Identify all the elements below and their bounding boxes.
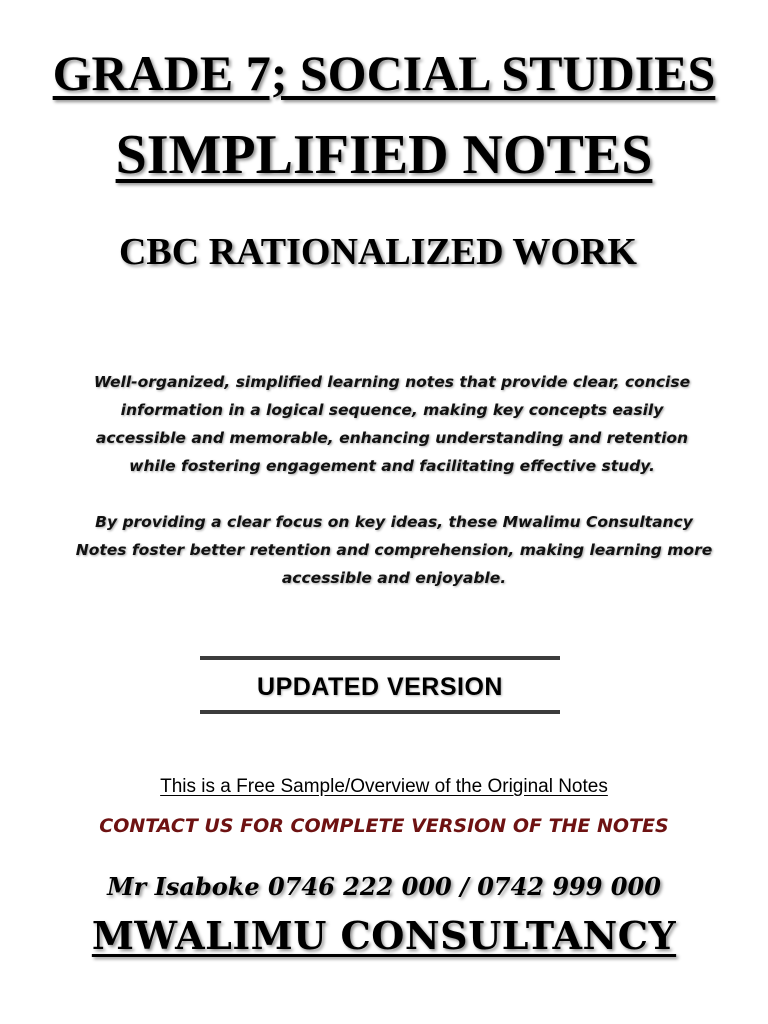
notes-title-text: SIMPLIFIED NOTES <box>115 124 653 186</box>
notes-title <box>0 122 768 188</box>
description-paragraph-2: By providing a clear focus on key ideas, these Mwalimu Consultancy Notes foster better retention and comprehension, making learning more accessible and enjoyable. <box>75 513 713 587</box>
updated-version-label: UPDATED VERSION <box>257 673 503 701</box>
updated-version-banner <box>200 656 560 714</box>
subtitle: CBC RATIONALIZED WORK <box>118 231 637 273</box>
sample-notice <box>0 775 768 799</box>
description-paragraph-1: Well-organized, simplified learning notes that provide clear, concise information in a logical sequence, making key concepts easily accessible and memorable, enhancing understanding and retention while fostering engagement and facilitating effective study. <box>93 373 691 475</box>
contact-notice: CONTACT US FOR COMPLETE VERSION OF THE NOTES <box>99 815 669 837</box>
contact-line: Mr Isaboke 0746 222 000 / 0742 999 000 <box>107 872 661 901</box>
brand-name-text: MWALIMU CONSULTANCY <box>91 913 677 958</box>
grade-title-text: GRADE 7; SOCIAL STUDIES <box>52 45 716 101</box>
brand-name <box>0 910 768 962</box>
sample-notice-text: This is a Free Sample/Overview of the Original Notes <box>160 776 608 797</box>
grade-title <box>0 44 768 102</box>
